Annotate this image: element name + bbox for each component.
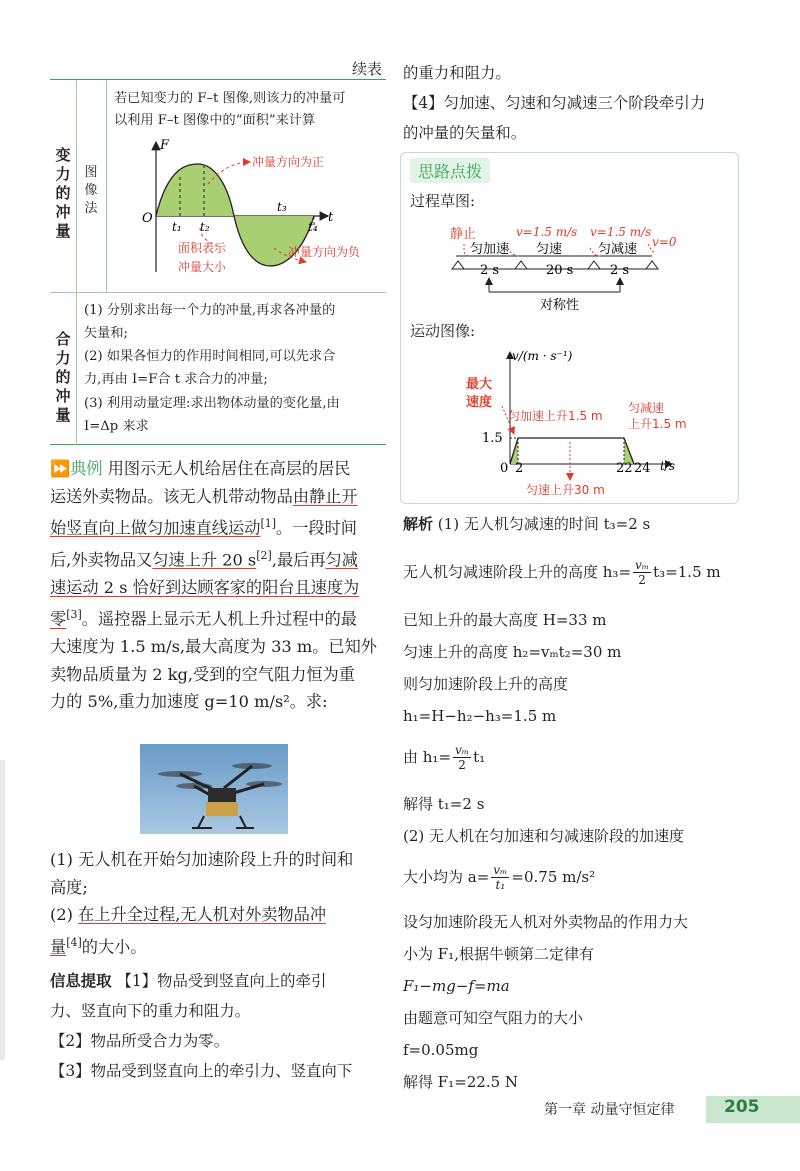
t-tick-0: 0	[500, 461, 509, 476]
f-axis-label: F	[160, 138, 170, 153]
t-tick-22: 22	[616, 461, 633, 476]
sketch-rest: 静止	[450, 227, 477, 242]
table-text: 若已知变力的 F–t 图像,则该力的冲量可	[114, 91, 346, 106]
info-line: 力、竖直向下的重力和阻力。	[50, 1002, 251, 1020]
origin-label: O	[142, 211, 153, 226]
fraction-den: 2	[458, 757, 466, 772]
page-number: 205	[724, 1097, 760, 1117]
sketch-v1: v=1.5 m/s	[516, 225, 578, 239]
analysis-text: 大小均为 a=	[403, 868, 490, 886]
analysis-line	[403, 857, 595, 897]
v-tick-1-5: 1.5	[482, 431, 503, 446]
table-text: 力,再由 I=F合 t 求合力的冲量;	[84, 372, 268, 387]
row-head-variable-force: 变力的冲量	[55, 146, 71, 240]
info-continued	[403, 58, 743, 148]
example-line	[50, 455, 386, 483]
accelerate-note: 匀加速上升1.5 m	[508, 409, 603, 423]
t-tick-24: 24	[634, 461, 651, 476]
t-axis-label: t	[328, 210, 334, 225]
row-subhead-graph-method: 图像法	[84, 165, 98, 216]
analysis-line: f=0.05mg	[403, 1041, 479, 1059]
analysis-line: 已知上升的最大高度 H=33 m	[403, 611, 607, 629]
analysis-block	[403, 604, 743, 732]
thinking-title: 思路点拨	[410, 158, 490, 183]
analysis-block	[403, 788, 743, 852]
info-line: 【4】匀加速、匀速和匀减速三个阶段牵引力	[403, 94, 706, 112]
example-underline: 零	[50, 609, 67, 629]
question-text: (2)	[50, 905, 79, 924]
v-axis-label: v/(m · s⁻¹)	[512, 349, 573, 363]
positive-area	[156, 164, 234, 216]
note-ref: [2]	[256, 548, 272, 562]
t4-label: t₄	[308, 220, 318, 234]
t1-label: t₁	[172, 220, 182, 234]
page-edge-shadow	[0, 760, 5, 1060]
question-line: 高度;	[50, 877, 88, 897]
decelerate-note: 上升1.5 m	[628, 417, 687, 431]
fraction	[453, 743, 471, 772]
sketch-decelerate: 匀减速	[598, 242, 638, 257]
example-text: 。遥控器上显示无人机上升过程中的最	[81, 609, 357, 629]
info-line	[50, 966, 390, 996]
sketch-label: 过程草图:	[410, 192, 476, 210]
analysis-line: 匀速上升的高度 h₂=vₘt₂=30 m	[403, 643, 622, 661]
max-speed-note: 最大	[466, 377, 493, 392]
drone-photo	[140, 744, 288, 834]
table-text: (2) 如果各恒力的作用时间相同,可以先求合	[84, 349, 336, 364]
example-text: 。一段时间	[276, 518, 357, 538]
analysis-line: 解得 t₁=2 s	[403, 795, 485, 813]
example-underline: 速运动 2 s 恰好到达顾客家的阳台且速度为	[50, 577, 360, 597]
example-text: 运送外卖物品。该无人机带动物品	[50, 486, 293, 506]
example-line: 大速度为 1.5 m/s,最大高度为 33 m。已知外	[50, 637, 377, 657]
sketch-t2: 20 s	[546, 263, 574, 278]
note-negative: 冲量方向为负	[288, 245, 361, 259]
footer-chapter: 第一章 动量守恒定律	[544, 1102, 675, 1118]
table-divider	[76, 80, 77, 445]
t-tick-2: 2	[515, 461, 524, 476]
note-area: 面积表示	[178, 241, 227, 255]
sketch-accelerate: 匀加速	[470, 242, 510, 257]
example-line: 力的 5%,重力加速度 g=10 m/s²。求:	[50, 692, 328, 712]
analysis-line	[403, 513, 743, 541]
note-positive: 冲量方向为正	[252, 155, 325, 169]
example-problem	[50, 455, 386, 716]
fraction	[491, 863, 509, 892]
fraction-den: t₁	[495, 877, 506, 892]
analysis-line	[403, 737, 485, 777]
questions	[50, 846, 386, 960]
question-line	[50, 929, 386, 961]
example-underline: 匀速上升 20 s	[152, 550, 257, 570]
table-text: 以利用 F–t 图像中的“面积”来计算	[114, 113, 316, 128]
question-text: 的大小。	[81, 936, 147, 956]
v-t-graph	[402, 340, 738, 500]
question-line: (1) 无人机在开始匀加速阶段上升的时间和	[50, 850, 354, 869]
example-line	[50, 542, 386, 574]
table-text: 矢量和;	[84, 326, 129, 341]
sketch-t3: 2 s	[610, 263, 630, 278]
table-text: (3) 利用动量定理:求出物体动量的变化量,由	[84, 396, 340, 411]
analysis-line: 解得 F₁=22.5 N	[403, 1073, 519, 1091]
t2-label: t₂	[200, 220, 210, 234]
analysis-line: h₁=H−h₂−h₃=1.5 m	[403, 707, 557, 725]
t3-label: t₃	[277, 200, 287, 214]
example-line	[50, 574, 386, 602]
analysis-title: 解析	[403, 515, 434, 533]
info-title: 信息提取	[50, 972, 112, 990]
analysis-line: F₁−mg−f=ma	[403, 977, 510, 995]
analysis-text: 由 h₁=	[403, 748, 452, 766]
analysis-text: (1) 无人机匀减速的时间 t₃=2 s	[437, 515, 651, 533]
analysis-line: 由题意可知空气阻力的大小	[403, 1009, 584, 1027]
example-underline: 始竖直向上做匀加速直线运动	[50, 518, 261, 538]
motion-label: 运动图像:	[410, 322, 476, 340]
analysis-line: 小为 F₁,根据牛顿第二定律有	[403, 945, 594, 963]
note-ref: [4]	[66, 935, 82, 949]
process-sketch	[402, 216, 738, 312]
info-line: 【2】物品所受合力为零。	[50, 1032, 230, 1050]
example-text: ,最后再	[271, 550, 326, 570]
analysis	[403, 513, 743, 541]
analysis-text: =0.75 m/s²	[511, 868, 596, 886]
sketch-v2: v=1.5 m/s	[590, 225, 652, 239]
question-underline: 量	[50, 936, 67, 956]
info-line: 【3】物品受到竖直向上的牵引力、竖直向下	[50, 1062, 353, 1080]
example-underline: 由静止开	[292, 486, 358, 506]
analysis-text: 无人机匀减速阶段上升的高度 h₃=	[403, 563, 632, 581]
sketch-symmetry: 对称性	[540, 298, 580, 312]
fraction-num: vₘ	[455, 742, 470, 757]
row-head-net-force: 合力的冲量	[55, 330, 71, 424]
sketch-t1: 2 s	[480, 263, 500, 278]
note-ref: [3]	[66, 608, 82, 622]
note-area: 冲量大小	[178, 260, 227, 274]
example-underline: 匀减	[325, 550, 358, 570]
impulse-method-table	[50, 80, 386, 445]
question-underline: 在上升全过程,无人机对外卖物品冲	[78, 905, 327, 924]
analysis-text: t₃=1.5 m	[653, 563, 721, 581]
info-line: 的重力和阻力。	[403, 64, 511, 82]
example-tag-icon: ⏩	[50, 459, 71, 478]
analysis-line: 设匀加速阶段无人机对外卖物品的作用力大	[403, 913, 689, 931]
analysis-text: t₁	[473, 748, 486, 766]
info-line: 的冲量的矢量和。	[403, 124, 527, 142]
analysis-line: 则匀加速阶段上升的高度	[403, 675, 569, 693]
uniform-note: 匀速上升30 m	[526, 483, 605, 497]
info-extraction	[50, 966, 390, 1086]
analysis-line	[403, 552, 721, 592]
table-text: (1) 分别求出每一个力的冲量,再求各冲量的	[84, 303, 336, 318]
continued-label: 续表	[352, 60, 383, 78]
fraction-num: vₘ	[493, 862, 508, 877]
example-line	[50, 483, 386, 511]
example-text: 用图示无人机给居住在高层的居民	[107, 459, 351, 478]
fraction-num: vₘ	[635, 557, 650, 572]
example-line	[50, 510, 386, 542]
question-line	[50, 901, 386, 929]
decelerate-note: 匀减速	[628, 401, 665, 415]
example-line	[50, 601, 386, 633]
sketch-v0: v=0	[652, 235, 677, 249]
analysis-block	[403, 906, 743, 1098]
fraction	[633, 558, 651, 587]
fraction-den: 2	[638, 572, 646, 587]
example-line: 卖物品质量为 2 kg,受到的空气阻力恒为重	[50, 664, 355, 684]
analysis-line: (2) 无人机在匀加速和匀减速阶段的加速度	[403, 827, 685, 845]
example-text: 后,外卖物品又	[50, 550, 153, 570]
max-speed-note: 速度	[466, 395, 493, 410]
table-divider	[50, 292, 386, 293]
sketch-uniform: 匀速	[536, 242, 563, 257]
table-divider	[106, 80, 107, 292]
table-text: I=Δp 来求	[84, 419, 149, 434]
example-tag: 典例	[70, 459, 103, 478]
note-ref: [1]	[260, 517, 277, 530]
info-text: 【1】物品受到竖直向上的牵引	[116, 972, 327, 990]
f-t-graph	[138, 136, 383, 288]
t-axis-label: t/s	[660, 459, 676, 473]
